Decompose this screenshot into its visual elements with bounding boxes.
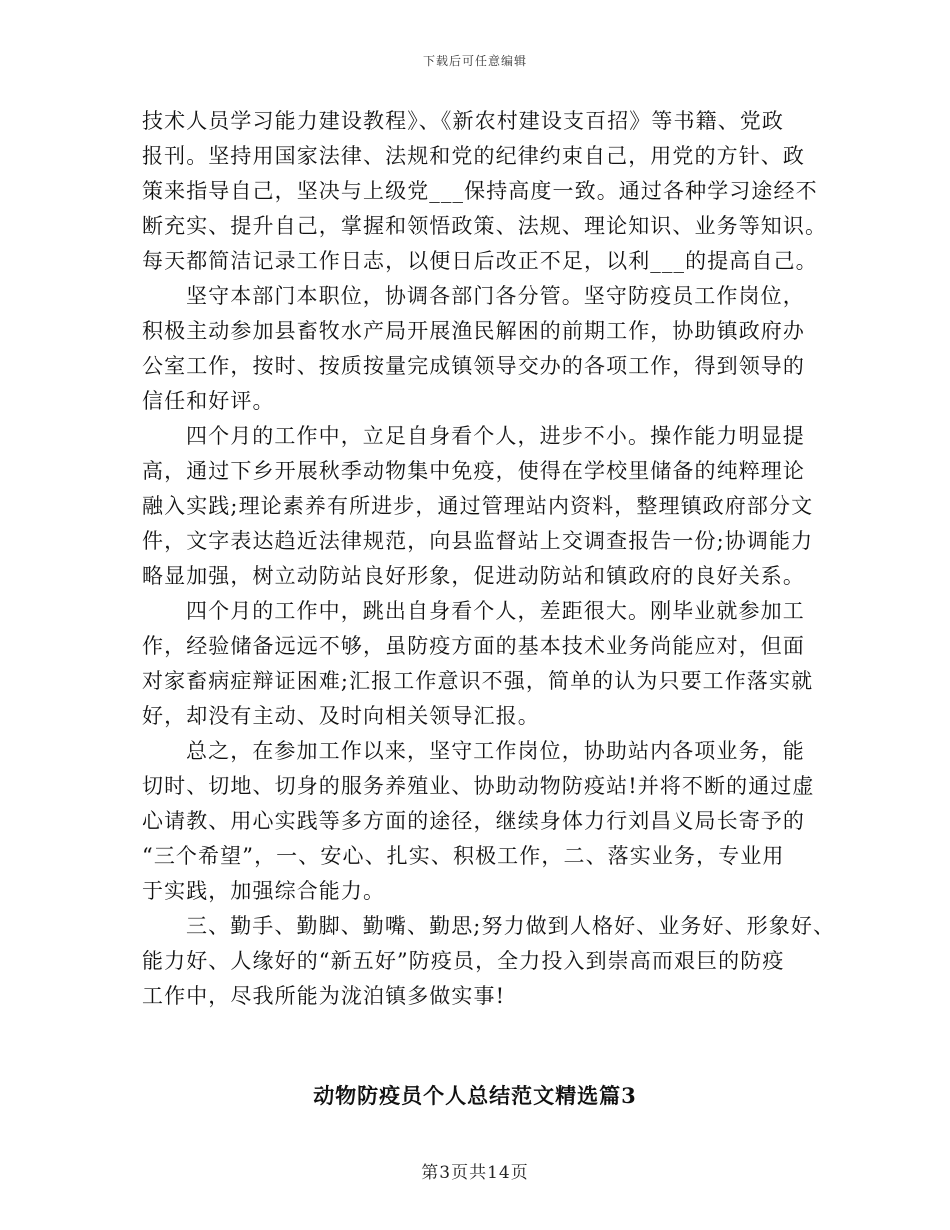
text-line: 作，经验储备远远不够，虽防疫方面的基本技术业务尚能应对，但面 [142, 634, 805, 658]
text-line: 于实践，加强综合能力。 [142, 879, 386, 903]
text-line: 公室工作，按时、按质按量完成镇领导交办的各项工作，得到领导的 [142, 354, 805, 378]
text-line: 三、勤手、勤脚、勤嘴、勤思;努力做到人格好、业务好、形象好、 [186, 914, 836, 938]
page-header: 下载后可任意编辑 [422, 54, 527, 68]
text-line: 切时、切地、切身的服务养殖业、协助动物防疫站!并将不断的通过虚 [142, 774, 815, 798]
text-line: 工作中，尽我所能为泷泊镇多做实事! [142, 984, 506, 1008]
paragraph [142, 279, 832, 419]
text-line: 件，文字表达趋近法律规范，向县监督站上交调查报告一份;协调能力 [142, 529, 814, 553]
text-line: 对家畜病症辩证困难;汇报工作意识不强，简单的认为只要工作落实就 [142, 669, 814, 693]
text-line: 心请教、用心实践等多方面的途径，继续身体力行刘昌义局长寄予的 [142, 809, 805, 833]
paragraph [142, 104, 832, 279]
paragraph [142, 734, 832, 909]
paragraph [142, 909, 836, 1014]
text-line: 高，通过下乡开展秋季动物集中免疫，使得在学校里储备的纯粹理论 [142, 459, 805, 483]
text-line: 好，却没有主动、及时向相关领导汇报。 [142, 704, 540, 728]
text-line: 融入实践;理论素养有所进步，通过管理站内资料，整理镇政府部分文 [142, 494, 814, 518]
document-body [142, 104, 836, 1014]
text-line: “三个希望”，一、安心、扎实、积极工作，二、落实业务，专业用 [142, 844, 785, 868]
text-line: 积极主动参加县畜牧水产局开展渔民解困的前期工作，协助镇政府办 [142, 319, 805, 343]
paragraph [142, 419, 832, 594]
text-line: 每天都简洁记录工作日志，以便日后改正不足，以利___的提高自己。 [142, 249, 818, 273]
text-line: 能力好、人缘好的“新五好”防疫员，全力投入到崇高而艰巨的防疫 [142, 949, 785, 973]
text-line: 四个月的工作中，跳出自身看个人，差距很大。刚毕业就参加工 [186, 599, 805, 623]
text-line: 坚守本部门本职位，协调各部门各分管。坚守防疫员工作岗位， [186, 284, 805, 308]
text-line: 断充实、提升自己，掌握和领悟政策、法规、理论知识、业务等知识。 [142, 214, 828, 238]
text-line: 四个月的工作中，立足自身看个人，进步不小。操作能力明显提 [186, 424, 805, 448]
text-line: 报刊。坚持用国家法律、法规和党的纪律约束自己，用党的方针、政 [142, 144, 805, 168]
text-line: 技术人员学习能力建设教程》、《新农村建设支百招》等书籍、党政 [142, 109, 784, 133]
text-line: 策来指导自己，坚决与上级党___保持高度一致。通过各种学习途经不 [142, 179, 818, 203]
paragraph [142, 594, 832, 734]
text-line: 信任和好评。 [142, 389, 275, 413]
page-number: 第3页共14页 [421, 1163, 529, 1183]
text-line: 略显加强，树立动防站良好形象，促进动防站和镇政府的良好关系。 [142, 564, 805, 588]
section-title: 动物防疫员个人总结范文精选篇3 [313, 1083, 637, 1108]
text-line: 总之，在参加工作以来，坚守工作岗位，协助站内各项业务，能 [186, 739, 805, 763]
